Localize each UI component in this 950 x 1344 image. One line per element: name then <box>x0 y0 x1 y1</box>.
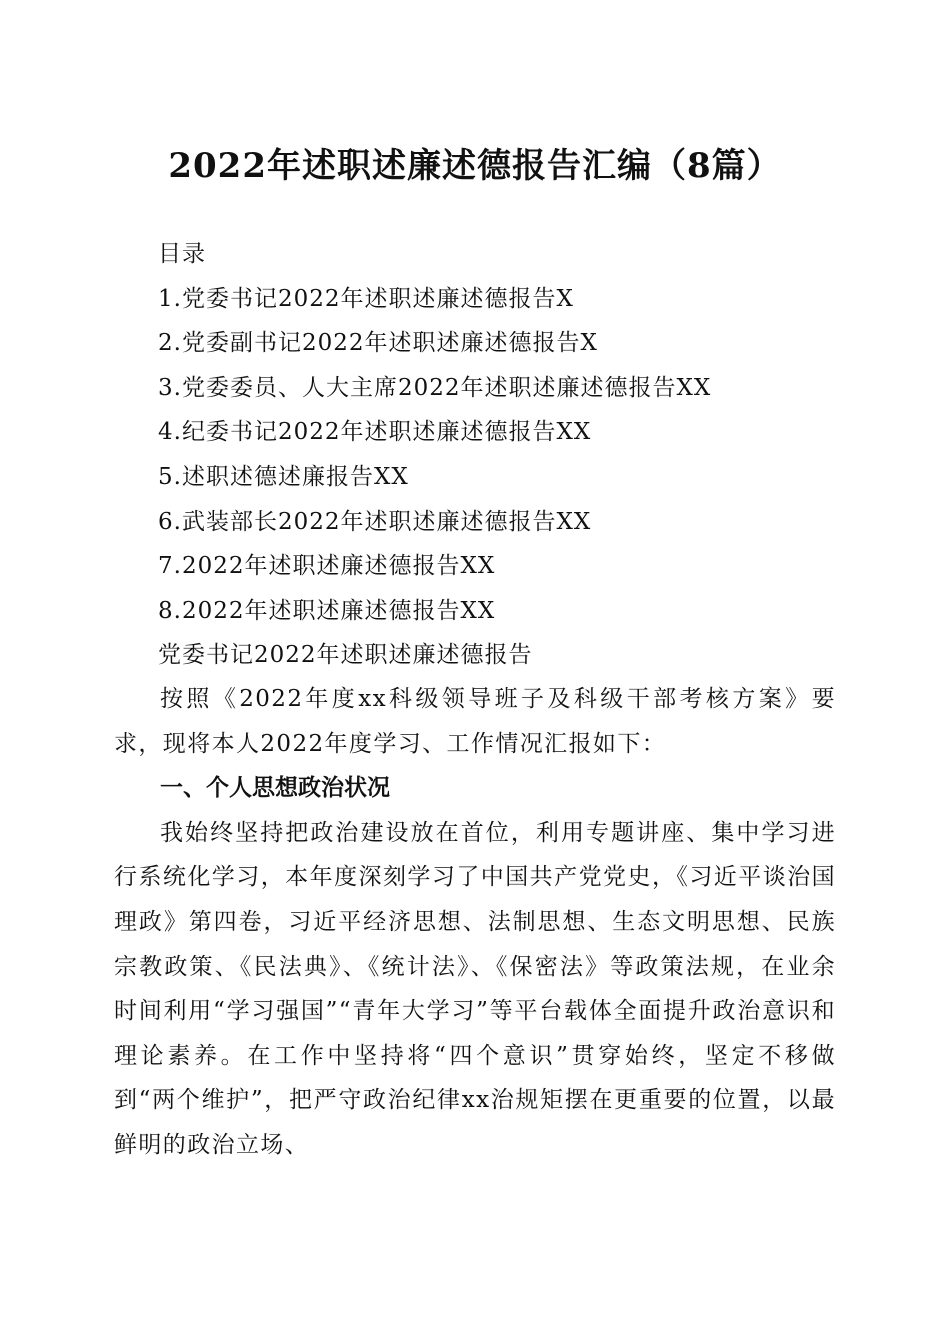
toc-item: 4.纪委书记2022年述职述廉述德报告XX <box>158 419 592 446</box>
toc-item: 8.2022年述职述廉述德报告XX <box>158 597 496 624</box>
toc-item: 3.党委委员、人大主席2022年述职述廉述德报告XX <box>158 374 712 401</box>
toc-item: 6.武装部长2022年述职述廉述德报告XX <box>158 508 592 535</box>
report-title: 党委书记2022年述职述廉述德报告 <box>158 642 533 669</box>
toc-item: 5.述职述德述廉报告XX <box>158 463 409 490</box>
toc-item: 7.2022年述职述廉述德报告XX <box>158 553 496 580</box>
document-title: 2022年述职述廉述德报告汇编（8篇） <box>168 146 782 186</box>
intro-paragraph: 按照《2022年度xx科级领导班子及科级干部考核方案》要求，现将本人2022年度学习、工作情况汇报如下： <box>114 686 836 757</box>
section-paragraph: 我始终坚持把政治建设放在首位，利用专题讲座、集中学习进行系统化学习，本年度深刻学习了中国共产党党史，《习近平谈治国理政》第四卷，习近平经济思想、法制思想、生态文明思想、民族宗教政策、《民法典》、《统计法》、《保密法》等政策法规，在业余时间利用“学习强国”“青年大学习”等平台载体全面提升政治意识和理论素养。在工作中坚持将“四个意识”贯穿始终，坚定不移做到“两个维护”，把严守政治纪律xx治规矩摆在更重要的位置，以最鲜明的政治立场、 <box>114 819 836 1158</box>
report-body <box>114 677 836 1168</box>
toc-item: 1.党委书记2022年述职述廉述德报告X <box>158 285 574 312</box>
table-of-contents <box>158 232 858 678</box>
toc-item: 2.党委副书记2022年述职述廉述德报告X <box>158 330 598 357</box>
toc-heading: 目录 <box>158 241 206 267</box>
section-heading: 一、个人思想政治状况 <box>160 775 390 802</box>
